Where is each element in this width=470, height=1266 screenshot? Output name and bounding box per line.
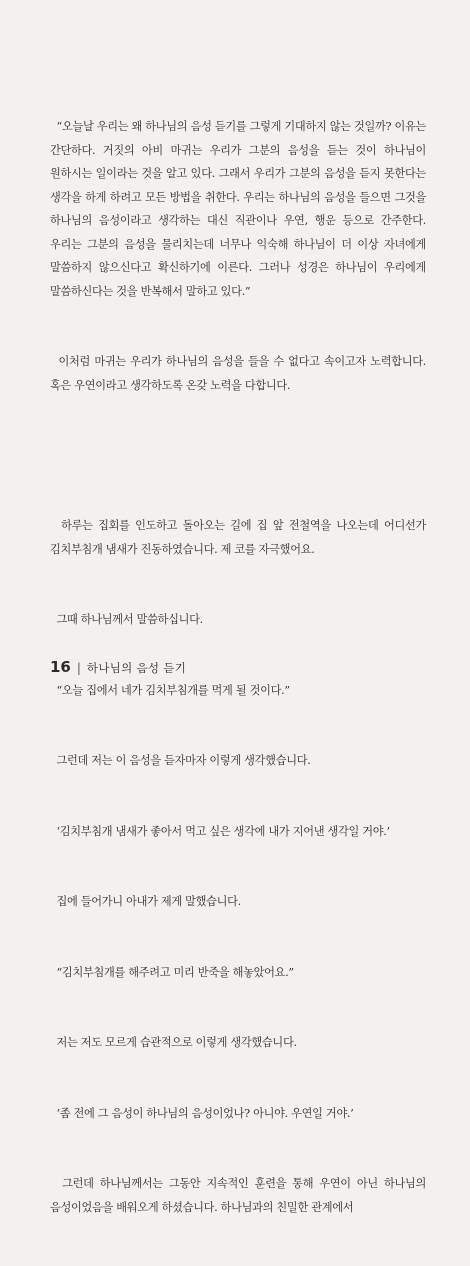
paragraph: 그런데 하나님께서는 그동안 지속적인 훈련을 통해 우연이 아닌 하나님의 음성이었음을 배워오게 하셨습니다. 하나님과의 친밀한 관계에서 (50, 1177, 430, 1214)
section-gap (50, 444, 426, 467)
running-title: 하나님의 음성 듣기 (86, 661, 187, 675)
page-footer (50, 658, 186, 676)
dialogue-line: “오늘 집에서 네가 김치부침개를 먹게 될 것이다.” (50, 683, 290, 697)
quote-paragraph: “오늘날 우리는 왜 하나님의 음성 듣기를 그렇게 기대하지 않는 것일까? 이유는 간단하다. 거짓의 아비 마귀는 우리가 그분의 음성을 듣는 것이 하나님이 원하시는 일이라는 것을 알고 있다. 그래서 우리가 그분의 음성을 듣지 못한다는 생각을 하게 하려고 모든 방법을 취한다. 우리는 하나님의 음성을 들으면 그것을 하나님의 음성이라고 생각하는 대신 직관이나 우연, 행운 등으로 간주한다. 우리는 그분의 음성을 물리치는데 너무나 익숙해 하나님이 더 이상 자녀에게 말씀하지 않으신다고 확신하기에 이른다. 그러나 성경은 하나님이 우리에게 말씀하신다는 것을 반복해서 말하고 있다.” (50, 120, 430, 298)
thought-line: ‘좀 전에 그 음성이 하나님의 음성이었나? 아니야. 우연일 거야.’ (50, 1106, 354, 1120)
paragraph: 이처럼 마귀는 우리가 하나님의 음성을 들을 수 없다고 속이고자 노력합니다. 혹은 우연이라고 생각하도록 온갖 노력을 다합니다. (50, 355, 430, 392)
paragraph: 하루는 집회를 인도하고 돌아오는 길에 집 앞 전철역을 나오는데 어디선가 김치부침개 냄새가 진동하였습니다. 제 코를 자극했어요. (50, 519, 430, 556)
paragraph: 그런데 저는 이 음성을 듣자마자 이렇게 생각했습니다. (50, 754, 311, 767)
page-number: 16 (50, 658, 71, 676)
footer-separator: | (76, 661, 81, 675)
paragraph: 집에 들어가니 아내가 제게 말했습니다. (50, 895, 241, 908)
paragraph: 그때 하나님께서 말씀하십니다. (50, 613, 203, 626)
thought-line: ‘김치부침개 냄새가 좋아서 먹고 싶은 생각에 내가 지어낸 생각일 거야.’ (50, 824, 390, 838)
dialogue-line: “김치부침개를 해주려고 미리 반죽을 해놓았어요.” (50, 965, 294, 979)
paragraph: 저는 저도 모르게 습관적으로 이렇게 생각했습니다. (50, 1036, 297, 1049)
